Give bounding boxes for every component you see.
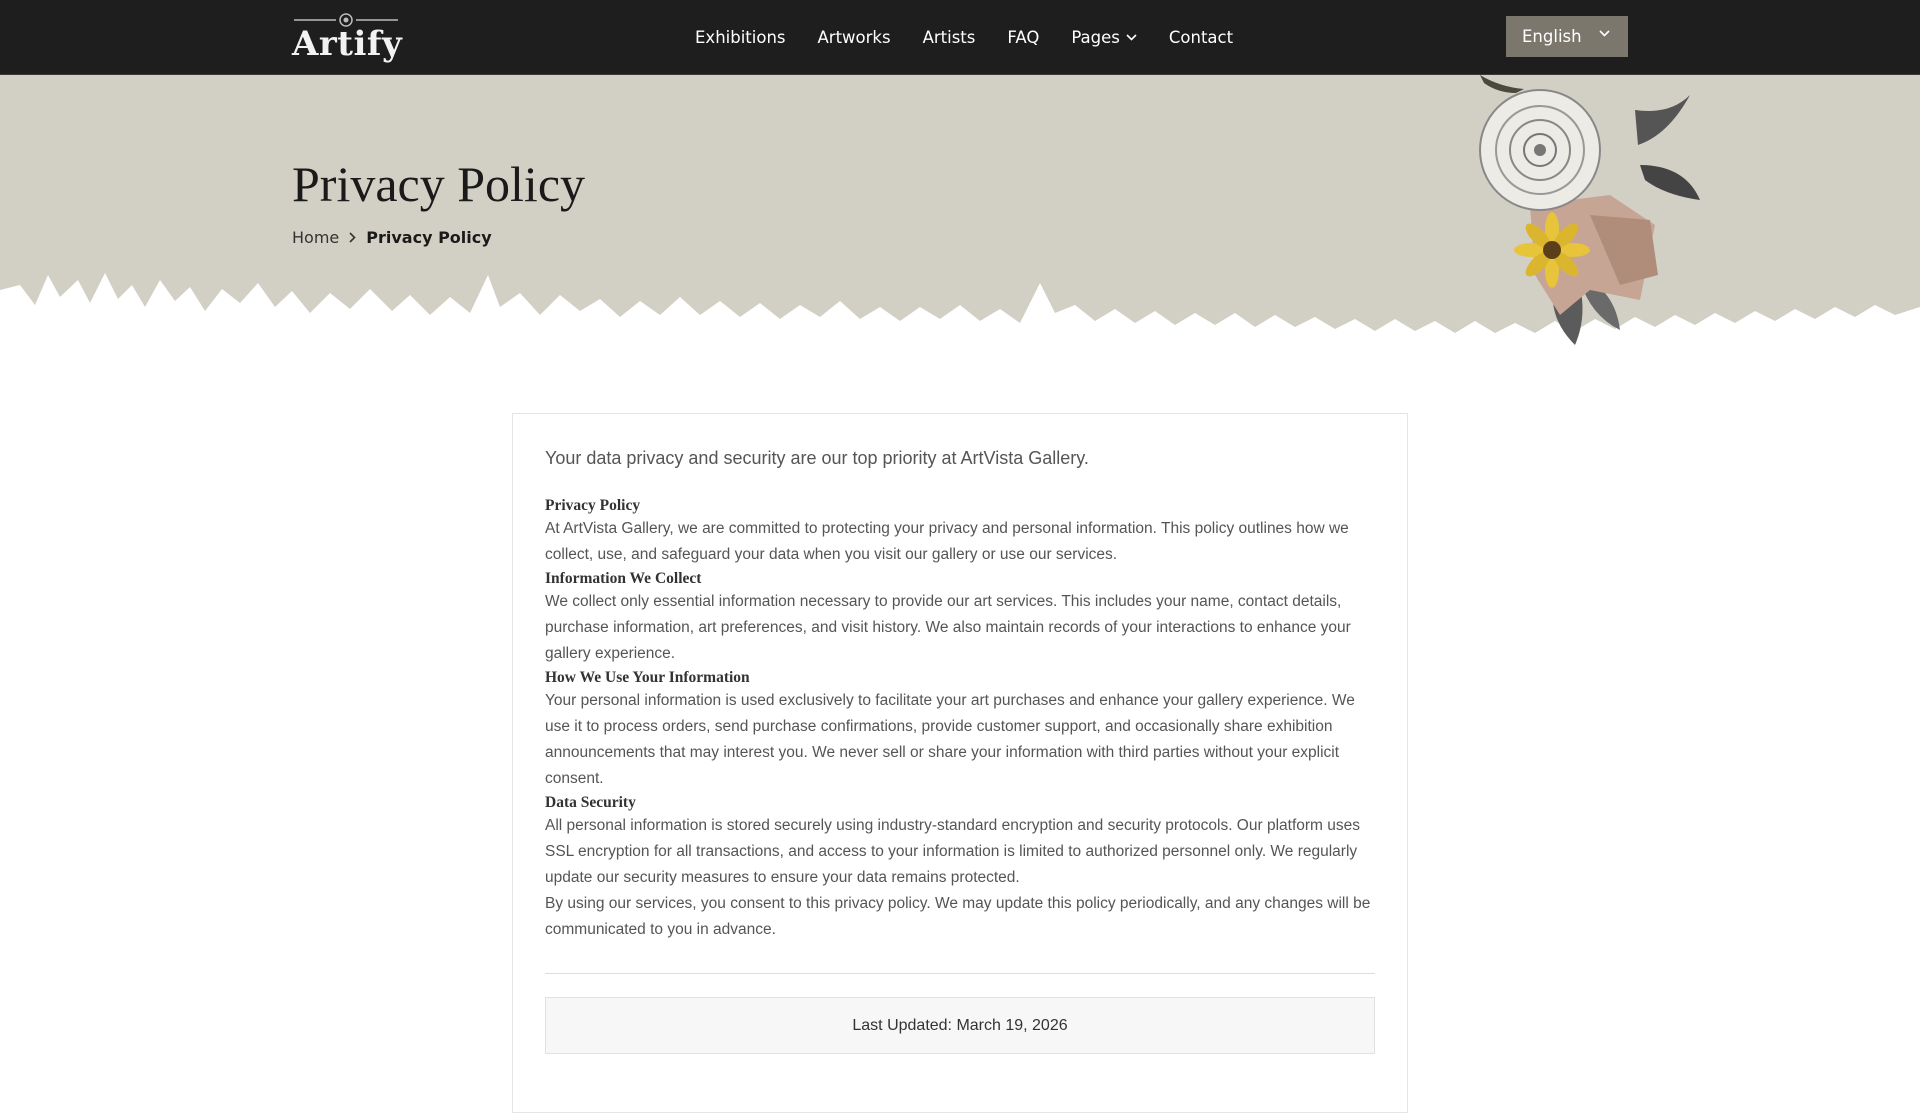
divider: [545, 973, 1375, 974]
top-navbar: [0, 0, 1920, 75]
section-body: We collect only essential information necessary to provide our art services. This includes your name, contact details, purchase information, art preferences, and visit history. We also maintain records of your interactions to enhance your gallery experience.: [545, 593, 1351, 662]
section-body: All personal information is stored securely using industry-standard encryption and security protocols. Our platform uses SSL encryption for all transactions, and access to your information is limited to authorized personnel only. We regularly update our security measures to ensure your data remains protected.: [545, 817, 1360, 886]
policy-closing: By using our services, you consent to this privacy policy. We may update this policy periodically, and any changes will be communicated to you in advance.: [545, 895, 1371, 938]
nav-item-exhibitions[interactable]: [695, 28, 786, 47]
section-heading: Data Security: [545, 794, 636, 811]
nav-item-pages[interactable]: [1071, 28, 1137, 47]
nav-item-label: Exhibitions: [695, 27, 786, 47]
last-updated-box: [545, 997, 1375, 1054]
section-heading: Privacy Policy: [545, 497, 641, 514]
section-body: Your personal information is used exclusively to facilitate your art purchases and enhance your gallery experience. We use it to process orders, send purchase confirmations, provide customer support, and occasionally share exhibition announcements that may interest you. We never sell or share your information with third parties without your explicit consent.: [545, 692, 1355, 787]
breadcrumb-current: Privacy Policy: [366, 228, 492, 247]
chevron-right-icon: [349, 232, 356, 243]
last-updated-text: Last Updated: March 19, 2026: [852, 1016, 1068, 1034]
section-heading: How We Use Your Information: [545, 669, 750, 686]
chevron-down-icon: [1126, 34, 1137, 41]
nav-item-label: Artworks: [817, 27, 891, 47]
site-logo[interactable]: [292, 10, 402, 62]
nav-item-label: Contact: [1168, 27, 1234, 47]
page-hero: [0, 75, 1920, 350]
nav-item-label: Artists: [922, 27, 976, 47]
policy-content: [545, 448, 1375, 943]
language-label: English: [1522, 27, 1582, 46]
nav-item-artworks[interactable]: [818, 28, 891, 47]
section-body: At ArtVista Gallery, we are committed to protecting your privacy and personal information. This policy outlines how we collect, use, and safeguard your data when you visit our gallery or use our services.: [545, 520, 1349, 563]
policy-intro: Your data privacy and security are our top priority at ArtVista Gallery.: [545, 448, 1089, 468]
nav-item-artists[interactable]: [923, 28, 976, 47]
privacy-policy-card: [512, 413, 1408, 1113]
logo-text: Artify: [292, 24, 403, 64]
main-nav: [695, 0, 1265, 74]
language-select[interactable]: [1506, 16, 1628, 57]
breadcrumb-home-link[interactable]: Home: [292, 228, 340, 247]
nav-item-label: Pages: [1071, 27, 1120, 47]
nav-item-label: FAQ: [1007, 27, 1040, 47]
flower-collage-image: [1440, 75, 1720, 350]
section-heading: Information We Collect: [545, 570, 702, 587]
page-title: Privacy Policy: [292, 156, 586, 212]
breadcrumb: [292, 228, 492, 247]
chevron-down-icon: [1599, 30, 1610, 37]
nav-item-contact[interactable]: [1169, 28, 1233, 47]
nav-item-faq[interactable]: [1007, 28, 1039, 47]
